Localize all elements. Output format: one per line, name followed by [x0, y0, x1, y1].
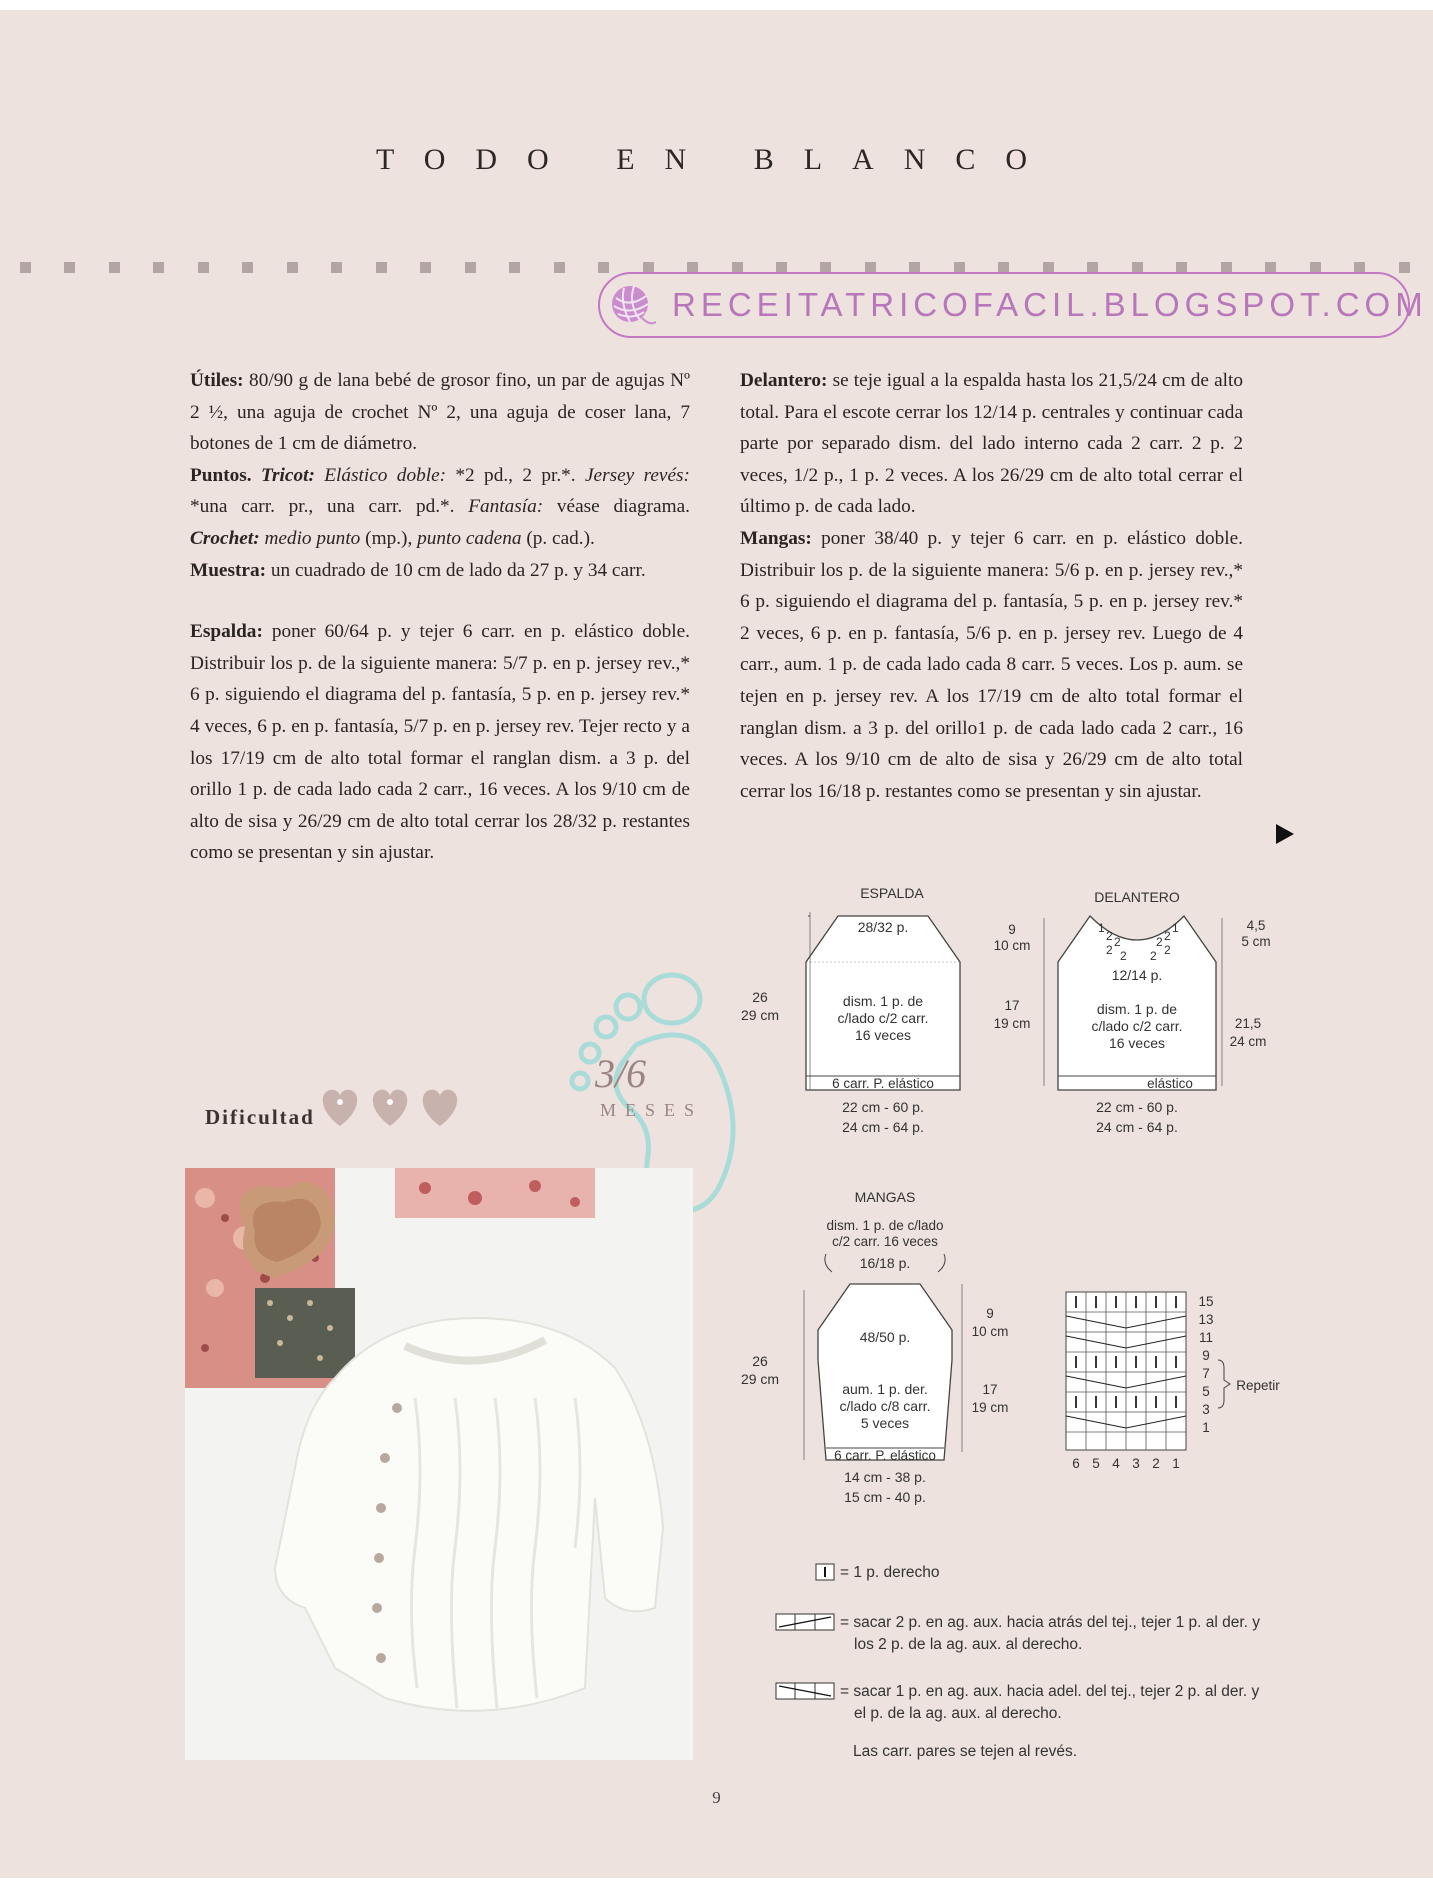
size-age: 3/6: [595, 1051, 647, 1096]
svg-text:aum. 1 p. der.: aum. 1 p. der.: [842, 1381, 928, 1397]
legend-cable-back: = sacar 2 p. en ag. aux. hacia atrás del tej., tejer 1 p. al der. y los 2 p. de la ag. aux. al derecho.: [840, 1614, 1261, 1653]
svg-text:10 cm: 10 cm: [971, 1324, 1009, 1339]
svg-text:1: 1: [1172, 1456, 1180, 1471]
svg-text:2: 2: [1164, 943, 1171, 957]
svg-text:13: 13: [1198, 1312, 1214, 1327]
svg-text:15: 15: [1198, 1294, 1214, 1309]
svg-text:22 cm - 60 p.: 22 cm - 60 p.: [1096, 1099, 1178, 1115]
svg-text:2: 2: [1156, 935, 1163, 949]
svg-text:22 cm - 60 p.: 22 cm - 60 p.: [842, 1099, 924, 1115]
cable-front-symbol-icon: [775, 1682, 835, 1700]
svg-text:29 cm: 29 cm: [740, 1007, 780, 1023]
svg-text:2: 2: [1150, 949, 1157, 963]
muestra-paragraph: Muestra: un cuadrado de 10 cm de lado da 27 p. y 34 carr.: [190, 559, 646, 581]
page-number: 9: [712, 1788, 721, 1807]
svg-text:6: 6: [1072, 1456, 1080, 1471]
svg-text:3: 3: [1132, 1456, 1140, 1471]
heart-icon: [373, 1090, 407, 1126]
svg-text:12/14 p.: 12/14 p.: [1111, 967, 1163, 983]
page-title: TODO EN BLANCO: [375, 143, 1058, 176]
svg-text:Repetir: Repetir: [1236, 1378, 1280, 1393]
sweater-illustration: [185, 1168, 693, 1760]
blog-url[interactable]: RECEITATRICOFACIL.BLOGSPOT.COM: [672, 286, 1428, 323]
svg-text:5 cm: 5 cm: [1241, 934, 1271, 949]
left-text-column: [190, 365, 690, 869]
heart-icon: [323, 1090, 357, 1126]
svg-text:48/50 p.: 48/50 p.: [859, 1329, 911, 1345]
stitch-chart: [1066, 1292, 1280, 1471]
svg-text:28/32 p.: 28/32 p.: [857, 919, 909, 935]
cable-back-symbol-icon: [775, 1613, 835, 1631]
svg-text:16 veces: 16 veces: [1108, 1035, 1166, 1051]
svg-text:5: 5: [1202, 1384, 1210, 1399]
svg-text:15 cm - 40 p.: 15 cm - 40 p.: [844, 1489, 926, 1505]
svg-text:24 cm - 64 p.: 24 cm - 64 p.: [1096, 1119, 1178, 1135]
mangas-schematic: [741, 1189, 1008, 1505]
difficulty-hearts: [318, 1082, 468, 1132]
svg-text:c/lado c/2 carr.: c/lado c/2 carr.: [837, 1010, 929, 1026]
next-page-arrow-icon: [1276, 824, 1294, 844]
legend-note: Las carr. pares se tejen al revés.: [853, 1743, 1078, 1760]
svg-text:1: 1: [1202, 1420, 1210, 1435]
right-text-column: [740, 365, 1243, 807]
svg-text:ESPALDA: ESPALDA: [860, 885, 924, 901]
svg-text:16 veces: 16 veces: [854, 1027, 912, 1043]
schematics: [740, 880, 1300, 1525]
svg-text:2: 2: [1164, 929, 1171, 943]
svg-text:17: 17: [982, 1382, 998, 1397]
utiles-paragraph: Útiles: 80/90 g de lana bebé de grosor fino, un par de agujas Nº 2 ½, una aguja de crochet Nº 2, una aguja de coser lana, 7 botones de 1 cm de diámetro.: [190, 370, 690, 455]
svg-text:24 cm - 64 p.: 24 cm - 64 p.: [842, 1119, 924, 1135]
svg-text:9: 9: [1202, 1348, 1210, 1363]
svg-text:1: 1: [1172, 921, 1179, 935]
svg-text:c/lado c/2 carr.: c/lado c/2 carr.: [1091, 1018, 1183, 1034]
svg-text:19 cm: 19 cm: [971, 1400, 1009, 1415]
svg-text:dism. 1 p. de c/lado: dism. 1 p. de c/lado: [826, 1218, 944, 1233]
svg-text:24 cm: 24 cm: [1229, 1034, 1267, 1049]
svg-text:4: 4: [1112, 1456, 1120, 1471]
svg-text:1: 1: [1098, 921, 1105, 935]
legend-knit: = 1 p. derecho: [840, 1564, 940, 1581]
svg-text:9: 9: [986, 1306, 994, 1321]
svg-text:2: 2: [1106, 929, 1113, 943]
mangas-paragraph: Mangas: poner 38/40 p. y tejer 6 carr. en p. elástico doble. Distribuir los p. de la siguiente manera: 5/6 p. en p. jersey rev.,* 6 p. siguiendo el diagrama del p. fantasía, 5 p. en p. jersey rev.* 2 veces, 6 p. en p. fantasía, 5/6 p. en p. jersey rev. Luego de 4 carr., aum. 1 p. de cada lado cada 8 carr. 5 veces. Los p. aum. se tejen en p. jersey rev. A los 17/19 cm de alto total formar el ranglan dism. a 3 p. del orillo1 p. de cada lado cada 2 carr., 16 veces. A los 9/10 cm de alto de sisa y 26/29 cm de alto total cerrar los 16/18 p. restantes como se presentan y sin ajustar.: [740, 527, 1243, 802]
svg-text:11: 11: [1198, 1330, 1214, 1345]
svg-text:elástico: elástico: [1147, 1076, 1193, 1091]
espalda-schematic: [741, 885, 960, 1135]
svg-text:9: 9: [1008, 922, 1016, 937]
svg-text:c/lado c/8 carr.: c/lado c/8 carr.: [839, 1398, 931, 1414]
svg-text:29 cm: 29 cm: [740, 1371, 780, 1387]
svg-text:6 carr. P. elástico: 6 carr. P. elástico: [834, 1448, 936, 1463]
svg-text:2: 2: [1120, 949, 1127, 963]
svg-text:DELANTERO: DELANTERO: [1094, 889, 1180, 905]
svg-text:10 cm: 10 cm: [993, 938, 1031, 953]
heart-icon: [423, 1090, 457, 1126]
sweater-photo: [185, 1168, 693, 1760]
delantero-paragraph: Delantero: se teje igual a la espalda hasta los 21,5/24 cm de alto total. Para el escote cerrar los 12/14 p. centrales y continuar cada parte por separado dism. del lado interno cada 2 carr. 2 p. 2 veces, 1/2 p., 1 p. 2 veces. A los 26/29 cm de alto total cerrar el último p. de cada lado.: [740, 370, 1243, 518]
difficulty-label: Dificultad: [205, 1105, 315, 1129]
svg-text:4,5: 4,5: [1246, 918, 1266, 933]
puntos-paragraph: Puntos. Tricot: Elástico doble: *2 pd., 2 pr.*. Jersey revés: *una carr. pr., una carr. pd.*. Fantasía: véase diagrama. Crochet: medio punto (mp.), punto cadena (p. cad.).: [190, 464, 690, 549]
svg-text:26: 26: [752, 1353, 768, 1369]
espalda-paragraph: Espalda: poner 60/64 p. y tejer 6 carr. en p. elástico doble. Distribuir los p. de la siguiente manera: 5/7 p. en p. jersey rev.,* 6 p. siguiendo el diagrama del p. fantasía, 5 p. en p. jersey rev.* 4 veces, 6 p. en p. fantasía, 5/7 p. en p. jersey rev. Tejer recto y a los 17/19 cm de alto total formar el ranglan dism. a 3 p. del orillo 1 p. de cada lado cada 2 carr., 16 veces. A los 9/10 cm de alto de sisa y 26/29 cm de alto total cerrar los 28/32 p. restantes como se presentan y sin ajustar.: [190, 621, 690, 864]
svg-text:3: 3: [1202, 1402, 1210, 1417]
svg-text:6 carr. P. elástico: 6 carr. P. elástico: [832, 1076, 934, 1091]
svg-text:21,5: 21,5: [1234, 1016, 1262, 1031]
svg-text:c/2 carr. 16 veces: c/2 carr. 16 veces: [832, 1234, 938, 1249]
schematics-svg: [740, 880, 1300, 1520]
blog-watermark[interactable]: [598, 272, 1428, 338]
svg-text:19 cm: 19 cm: [993, 1016, 1031, 1031]
svg-text:16/18 p.: 16/18 p.: [859, 1255, 911, 1271]
svg-text:5: 5: [1092, 1456, 1100, 1471]
svg-text:dism. 1 p. de: dism. 1 p. de: [1096, 1001, 1178, 1017]
svg-text:26: 26: [752, 989, 768, 1005]
svg-text:2: 2: [1114, 935, 1121, 949]
svg-text:MANGAS: MANGAS: [854, 1189, 916, 1205]
yarn-ball-icon: [608, 282, 656, 330]
svg-text:17: 17: [1004, 998, 1020, 1013]
svg-text:7: 7: [1202, 1366, 1210, 1381]
svg-text:2: 2: [1106, 943, 1113, 957]
page: [0, 10, 1433, 1878]
legend-cable-front: = sacar 1 p. en ag. aux. hacia adel. del tej., tejer 2 p. al der. y el p. de la ag. aux. al derecho.: [840, 1683, 1260, 1722]
svg-text:dism. 1 p. de: dism. 1 p. de: [842, 993, 924, 1009]
svg-text:2: 2: [1152, 1456, 1160, 1471]
svg-text:5 veces: 5 veces: [860, 1415, 910, 1431]
svg-text:14 cm - 38 p.: 14 cm - 38 p.: [844, 1469, 926, 1485]
size-unit: MESES: [600, 1100, 704, 1120]
delantero-schematic: [994, 889, 1271, 1135]
knit-stitch-symbol-icon: [815, 1563, 835, 1581]
